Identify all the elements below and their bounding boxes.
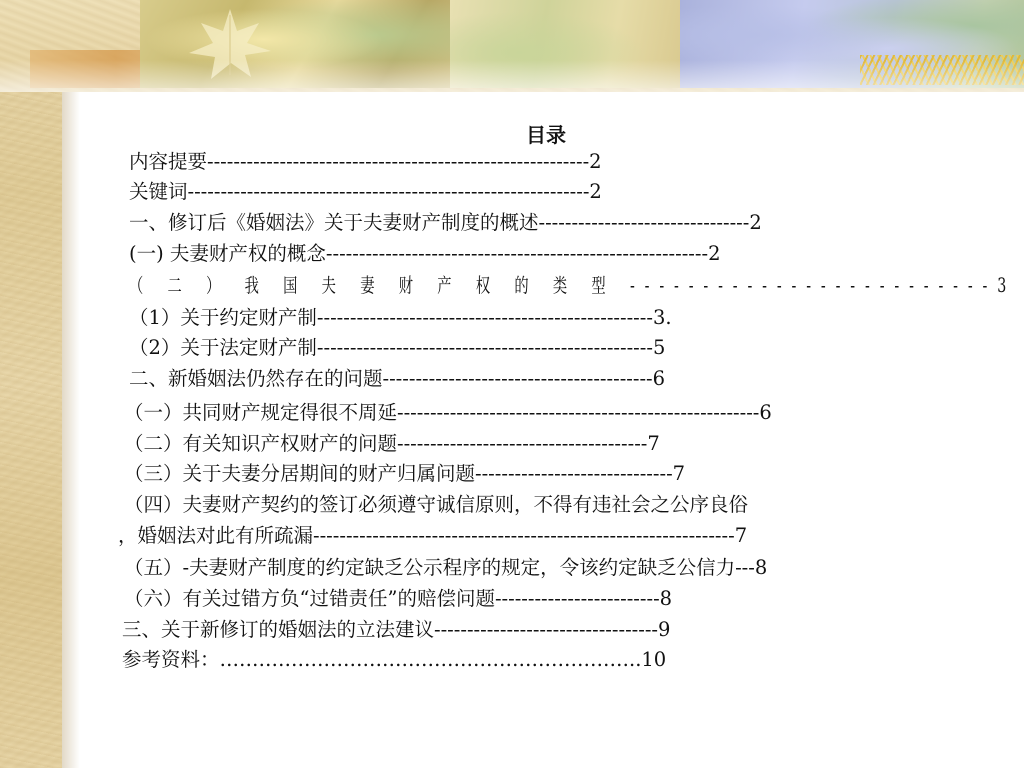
toc-entry-references: 参考资料：………………………………………………………..10	[122, 648, 667, 671]
toc-entry-2-4-continued: ，婚姻法对此有所疏漏----------------------------------------------------------------7	[118, 524, 748, 547]
toc-entry-2-2: （二）有关知识产权财产的问题--------------------------------------7	[124, 432, 660, 455]
toc-entry-2-3: （三）关于夫妻分居期间的财产归属问题------------------------------7	[124, 462, 686, 485]
toc-entry-1-1: (一) 夫妻财产权的概念----------------------------------------------------------2	[129, 242, 721, 265]
toc-entry-section-1: 一、修订后《婚姻法》关于夫妻财产制度的概述--------------------------------2	[129, 211, 762, 234]
toc-entry-2-1: （一）共同财产规定得很不周延-------------------------------------------------------6	[124, 401, 772, 424]
toc-entry-1-2-1: （1）关于约定财产制---------------------------------------------------3.	[129, 306, 672, 329]
toc-entry-section-3: 三、关于新修订的婚姻法的立法建议----------------------------------9	[122, 618, 671, 641]
toc-entry-summary: 内容提要----------------------------------------------------------2	[129, 150, 602, 173]
toc-entry-1-2-2: （2）关于法定财产制---------------------------------------------------5	[129, 336, 666, 359]
toc-entry-2-5: （五）-夫妻财产制度的约定缺乏公示程序的规定，令该约定缺乏公信力---8	[124, 556, 768, 579]
toc-entry-keywords: 关键词-------------------------------------------------------------2	[129, 180, 602, 203]
toc-entry-1-2: （ 二 ） 我 国 夫 妻 财 产 权 的 类 型 -------------------------3	[129, 274, 1017, 297]
toc-entry-section-2: 二、新婚姻法仍然存在的问题-----------------------------------------6	[129, 367, 666, 390]
toc-entry-2-6: （六）有关过错方负“过错责任”的赔偿问题-------------------------8	[124, 587, 673, 610]
toc-title: 目录	[526, 123, 566, 147]
toc-entry-2-4: （四）夫妻财产契约的签订必须遵守诚信原则，不得有违社会之公序良俗	[124, 493, 749, 516]
